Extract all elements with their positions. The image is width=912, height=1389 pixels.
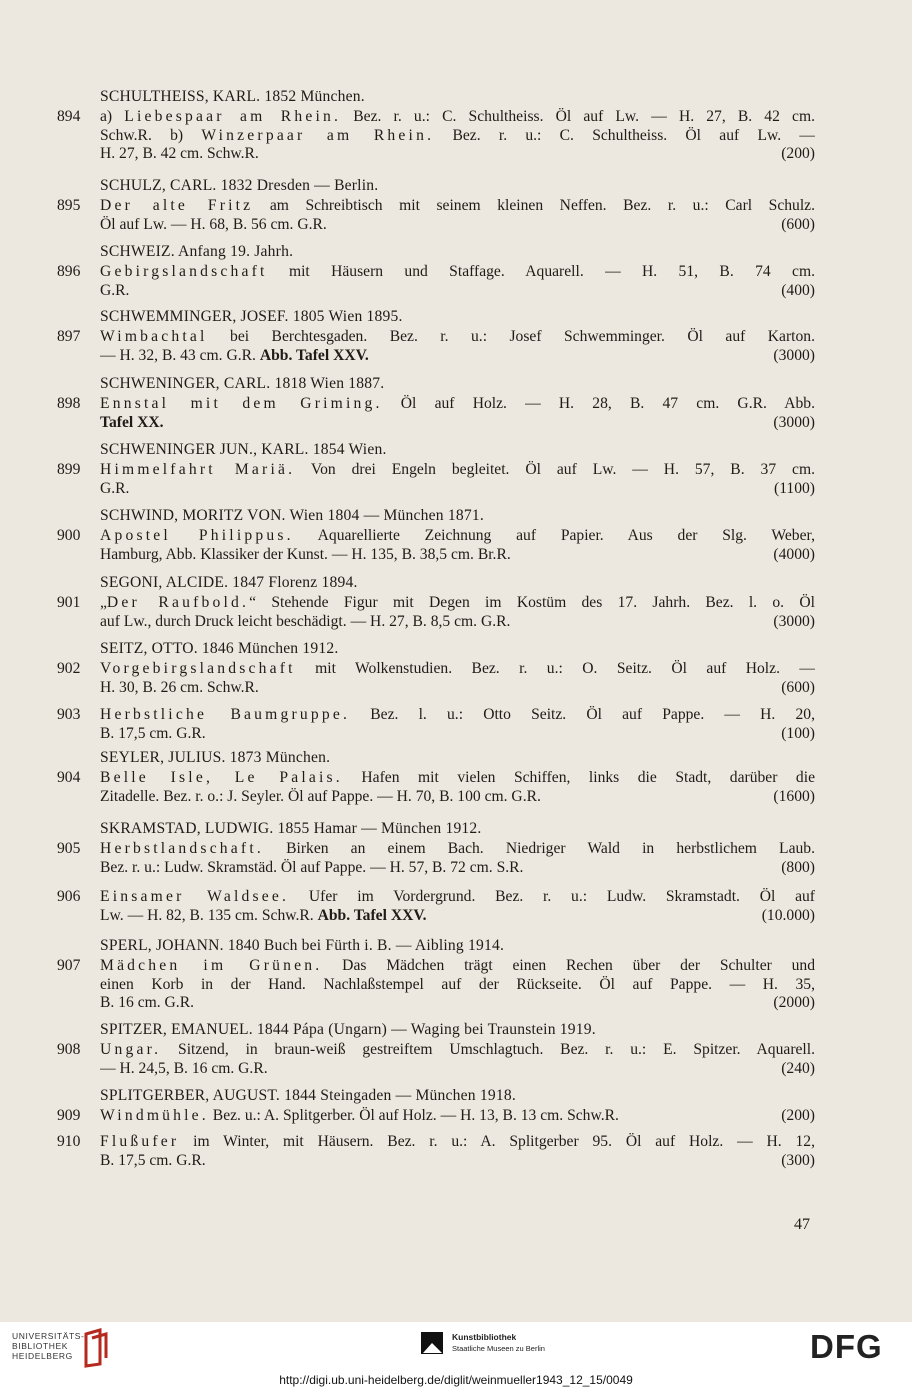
description-text: — H. 24,5, B. 16 cm. G.R. [100, 1059, 268, 1077]
kunstbibliothek-name: Kunstbibliothek [452, 1332, 517, 1342]
description-line [100, 660, 815, 678]
description-text: Zitadelle. Bez. r. o.: J. Seyler. Öl auf Pappe. — H. 70, B. 100 cm. G.R. [100, 787, 541, 805]
university-logo-icon [82, 1328, 110, 1368]
description-text: Bez. r. u.: C. Schultheiss. Öl auf Lw. — H. 27, B. 42 cm. [341, 108, 815, 125]
artwork-title: Der alte Fritz [100, 197, 254, 214]
description-line [100, 594, 815, 612]
estimate-price: (4000) [773, 545, 815, 563]
estimate-price: (600) [781, 678, 815, 696]
artist-heading: SCHULZ, CARL. 1832 Dresden — Berlin. [100, 177, 379, 194]
artist-heading: SEYLER, JULIUS. 1873 München. [100, 749, 331, 766]
description-text: H. 27, B. 42 cm. Schw.R. [100, 145, 259, 162]
university-line: UNIVERSITÄTS- [12, 1331, 85, 1341]
description-text: Das Mädchen trägt einen Rechen über der Schulter und [322, 957, 815, 974]
description-line [100, 216, 740, 234]
description-text: auf Lw., durch Druck leicht beschädigt. — H. 27, B. 8,5 cm. G.R. [100, 612, 511, 630]
artwork-title: Flußufer [100, 1133, 180, 1150]
description-line [100, 907, 740, 925]
artist-heading: SCHWENINGER, CARL. 1818 Wien 1887. [100, 375, 385, 392]
artist-heading: SCHWIND, MORITZ VON. Wien 1804 — München 1871. [100, 507, 484, 524]
lot-number: 904 [57, 769, 81, 786]
estimate-price: (3000) [773, 413, 815, 431]
estimate-price: (1100) [774, 479, 815, 497]
description-line [100, 127, 815, 145]
lot-number: 909 [57, 1107, 81, 1124]
lot-number: 896 [57, 263, 81, 280]
description-line [100, 769, 815, 787]
description-line [100, 788, 740, 806]
footer [0, 1322, 912, 1389]
description-line [100, 840, 815, 858]
description-line [100, 414, 740, 432]
source-url[interactable]: http://digi.ub.uni-heidelberg.de/diglit/weinmueller1943_12_15/0049 [279, 1373, 633, 1387]
description-text: a) [100, 108, 125, 125]
description-text: Aquarellierte Zeichnung auf Papier. Aus der Slg. Weber, [293, 527, 815, 544]
description-line [100, 859, 740, 877]
estimate-price: (10.000) [761, 906, 815, 924]
artwork-title: Herbstlandschaft. [100, 840, 264, 857]
description-line [100, 888, 815, 906]
estimate-price: (600) [781, 215, 815, 233]
description-text: Hafen mit vielen Schiffen, links die Stadt, darüber die [342, 769, 815, 786]
kunstbibliothek-subtitle: Staatliche Museen zu Berlin [452, 1344, 545, 1353]
artist-heading: SCHWEIZ. Anfang 19. Jahrh. [100, 243, 294, 260]
estimate-price: (2000) [773, 994, 815, 1011]
lot-number: 901 [57, 594, 81, 611]
artwork-title: Vorgebirgslandschaft [100, 660, 296, 677]
description-line [100, 395, 815, 413]
artwork-title: Der Raufbold. [106, 594, 250, 611]
description-text: G.R. [100, 281, 130, 299]
artwork-title: Ennstal mit dem Griming. [100, 395, 383, 412]
lot-number: 897 [57, 328, 81, 345]
plate-reference: Tafel XX. [100, 413, 164, 431]
artwork-title: Windmühle. [100, 1107, 209, 1124]
description-text: Bez. r. u.: C. Schultheiss. Öl auf Lw. — [434, 126, 815, 144]
lot-number: 903 [57, 706, 81, 723]
artwork-title: Einsamer Waldsee. [100, 888, 290, 905]
description-line [100, 957, 815, 975]
description-text: Von drei Engeln begleitet. Öl auf Lw. — H. 57, B. 37 cm. [295, 461, 815, 478]
estimate-price: (3000) [773, 346, 815, 364]
description-line [100, 480, 740, 498]
estimate-price: (800) [781, 858, 815, 876]
artist-heading: SPERL, JOHANN. 1840 Buch bei Fürth i. B. — Aibling 1914. [100, 937, 505, 954]
artwork-title: Mädchen im Grünen. [100, 957, 323, 974]
plate-reference: Abb. Tafel XXV. [317, 906, 427, 924]
artist-heading: SPITZER, EMANUEL. 1844 Pápa (Ungarn) — Waging bei Traunstein 1919. [100, 1021, 596, 1038]
description-line [100, 1152, 740, 1170]
description-line [100, 461, 815, 479]
lot-number: 908 [57, 1041, 81, 1058]
description-text: Öl auf Holz. — H. 28, B. 47 cm. G.R. Abb. [382, 395, 815, 412]
artwork-title: Liebespaar am Rhein. [124, 108, 342, 125]
artist-heading: SCHULTHEISS, KARL. 1852 München. [100, 88, 365, 105]
estimate-price: (200) [781, 145, 815, 162]
page-number: 47 [794, 1216, 810, 1233]
description-text: Bez. u.: A. Splitgerber. Öl auf Holz. — H. 13, B. 13 cm. Schw.R. [208, 1107, 619, 1124]
lot-number: 907 [57, 957, 81, 974]
lot-number: 900 [57, 527, 81, 544]
description-text: Bez. r. u.: Ludw. Skramstäd. Öl auf Pappe. — H. 57, B. 72 cm. S.R. [100, 858, 524, 876]
description-text: Birken an einem Bach. Niedriger Wald in herbstlichem Laub. [263, 840, 815, 857]
description-text: einen Korb in der Hand. Nachlaßstempel auf der Rückseite. Öl auf Pappe. — H. 35, [100, 975, 815, 993]
description-line [100, 1041, 815, 1059]
description-text: am Schreibtisch mit seinem kleinen Neffen. Bez. r. u.: Carl Schulz. [253, 197, 815, 214]
lot-number: 906 [57, 888, 81, 905]
description-line [100, 976, 815, 994]
description-text: „ [100, 594, 107, 611]
description-text: — H. 32, B. 43 cm. G.R. [100, 346, 260, 364]
estimate-price: (3000) [773, 612, 815, 630]
artwork-title: Ungar. [100, 1041, 162, 1058]
artwork-title: Gebirgslandschaft [100, 263, 268, 280]
description-text: mit Häusern und Staffage. Aquarell. — H. 51, B. 74 cm. [267, 263, 815, 280]
artwork-title: Himmelfahrt Mariä. [100, 461, 296, 478]
artist-heading: SEITZ, OTTO. 1846 München 1912. [100, 640, 339, 657]
description-line [100, 328, 815, 346]
lot-number: 910 [57, 1133, 81, 1150]
description-line [100, 725, 740, 743]
university-line: BIBLIOTHEK [12, 1341, 69, 1351]
estimate-price: (200) [781, 1107, 815, 1124]
estimate-price: (100) [781, 724, 815, 742]
lot-number: 895 [57, 197, 81, 214]
kunstbibliothek-logo-icon [420, 1331, 446, 1359]
description-line [100, 197, 815, 215]
lot-number: 894 [57, 108, 81, 125]
description-text: Sitzend, in braun-weiß gestreiftem Umschlagtuch. Bez. r. u.: E. Spitzer. Aquarell. [161, 1041, 815, 1058]
description-text: G.R. [100, 479, 130, 497]
lot-number: 902 [57, 660, 81, 677]
description-line [100, 527, 815, 545]
description-line [100, 145, 740, 163]
description-line [100, 1133, 815, 1151]
description-line [100, 282, 740, 300]
description-text: “ Stehende Figur mit Degen im Kostüm des 17. Jahrh. Bez. l. o. Öl [249, 594, 815, 611]
lot-number: 898 [57, 395, 81, 412]
description-text: Öl auf Lw. — H. 68, B. 56 cm. G.R. [100, 215, 327, 233]
description-text: Bez. l. u.: Otto Seitz. Öl auf Pappe. — H. 20, [350, 706, 815, 723]
dfg-logo: DFG [810, 1328, 883, 1365]
description-line [100, 108, 815, 126]
description-text: H. 30, B. 26 cm. Schw.R. [100, 678, 259, 696]
artwork-title: Herbstliche Baumgruppe. [100, 706, 351, 723]
description-line [100, 706, 815, 724]
artist-heading: SCHWENINGER JUN., KARL. 1854 Wien. [100, 441, 387, 458]
description-text: B. 16 cm. G.R. [100, 994, 194, 1011]
lot-number: 899 [57, 461, 81, 478]
artwork-title: Apostel Philippus. [100, 527, 294, 544]
description-line [100, 613, 740, 631]
university-library-label [12, 1331, 85, 1361]
kunstbibliothek-label [452, 1332, 545, 1354]
description-text: im Winter, mit Häusern. Bez. r. u.: A. Splitgerber 95. Öl auf Holz. — H. 12, [179, 1133, 815, 1150]
artist-heading: SCHWEMMINGER, JOSEF. 1805 Wien 1895. [100, 308, 403, 325]
university-line: HEIDELBERG [12, 1351, 73, 1361]
artwork-title: Wimbachtal [100, 328, 208, 345]
description-text: Lw. — H. 82, B. 135 cm. Schw.R. [100, 906, 318, 924]
description-text: bei Berchtesgaden. Bez. r. u.: Josef Schwemminger. Öl auf Karton. [207, 328, 815, 345]
description-line [100, 546, 740, 564]
description-text: B. 17,5 cm. G.R. [100, 724, 206, 742]
description-line [100, 679, 740, 697]
plate-reference: Abb. Tafel XXV. [259, 346, 369, 364]
description-line [100, 1107, 740, 1125]
description-text: Hamburg, Abb. Klassiker der Kunst. — H. 135, B. 38,5 cm. Br.R. [100, 545, 511, 563]
estimate-price: (300) [781, 1151, 815, 1169]
description-line [100, 994, 740, 1012]
artwork-title: Winzerpaar am Rhein. [201, 126, 435, 144]
description-line [100, 347, 740, 365]
estimate-price: (1600) [773, 787, 815, 805]
description-text: Schw.R. b) [100, 126, 202, 144]
estimate-price: (240) [781, 1059, 815, 1077]
lot-number: 905 [57, 840, 81, 857]
artist-heading: SKRAMSTAD, LUDWIG. 1855 Hamar — München 1912. [100, 820, 482, 837]
artist-heading: SEGONI, ALCIDE. 1847 Florenz 1894. [100, 574, 358, 591]
artist-heading: SPLITGERBER, AUGUST. 1844 Steingaden — München 1918. [100, 1087, 516, 1104]
description-text: B. 17,5 cm. G.R. [100, 1151, 206, 1169]
description-text: mit Wolkenstudien. Bez. r. u.: O. Seitz. Öl auf Holz. — [295, 660, 815, 677]
estimate-price: (400) [781, 281, 815, 299]
description-line [100, 263, 815, 281]
description-line [100, 1060, 740, 1078]
artwork-title: Belle Isle, Le Palais. [100, 769, 343, 786]
description-text: Ufer im Vordergrund. Bez. r. u.: Ludw. Skramstadt. Öl auf [289, 888, 815, 905]
